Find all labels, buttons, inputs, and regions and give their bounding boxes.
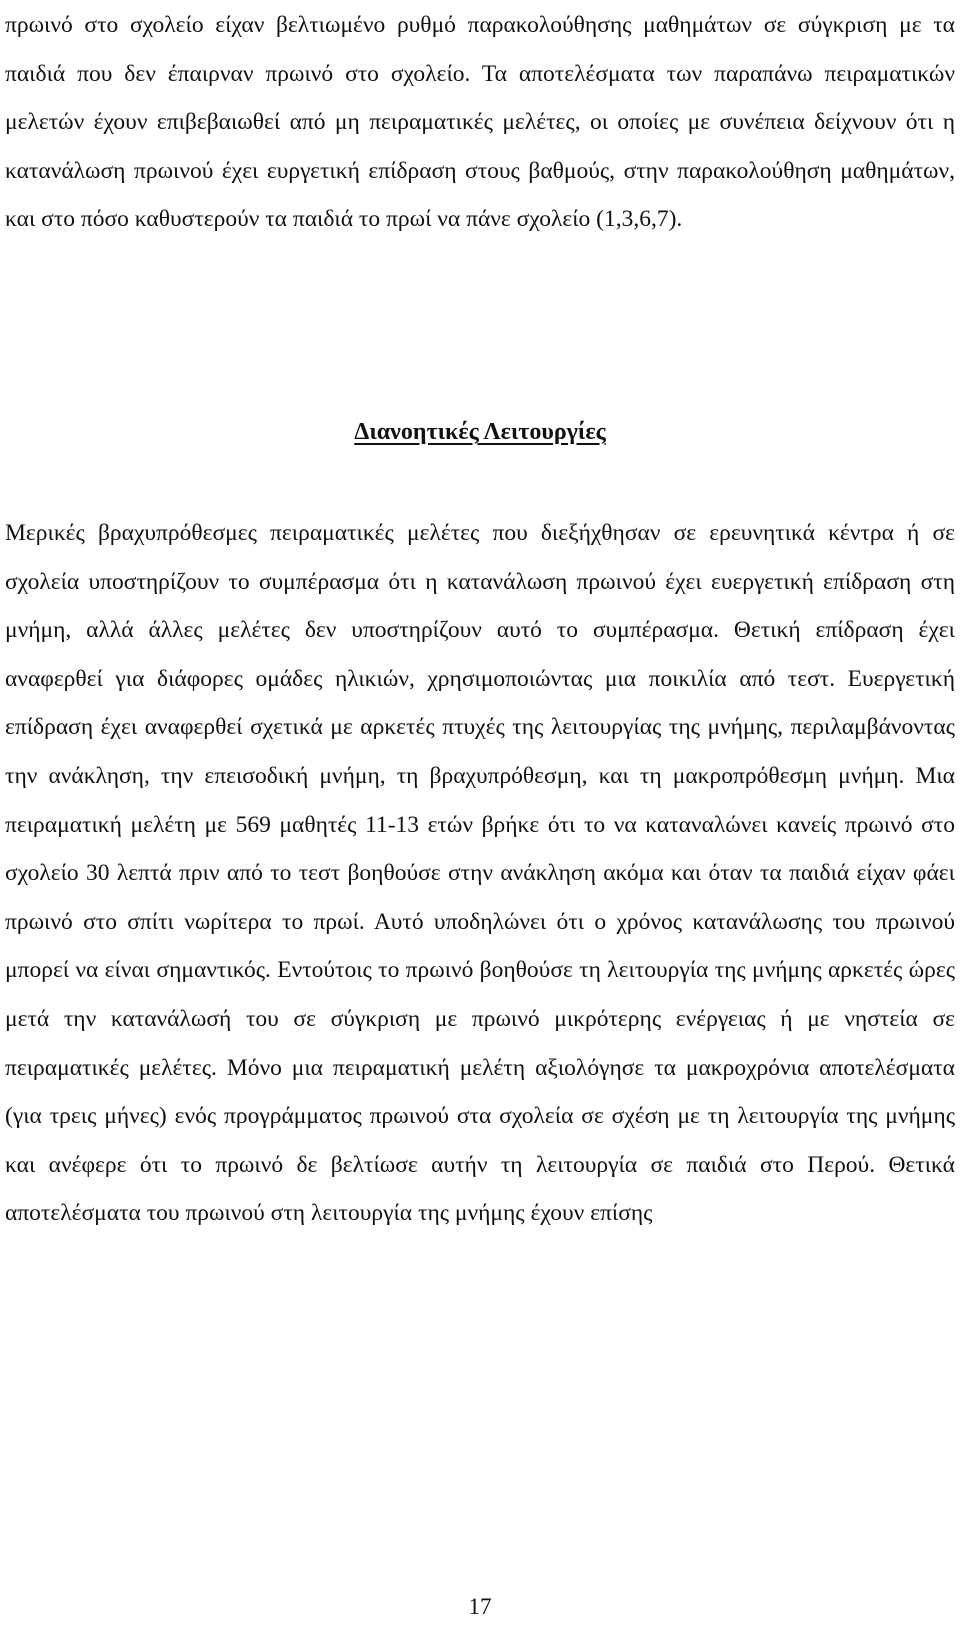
page-number: 17 — [468, 1594, 492, 1619]
paragraph-cognitive-functions: Μερικές βραχυπρόθεσμες πειραματικές μελέτες που διεξήχθησαν σε ερευνητικά κέντρα ή σε σχολεία υποστηρίζουν το συμπέρασμα ότι η κατανάλωση πρωινού έχει ευεργετική επίδραση στη μνήμη, αλλά άλλες μελέτες δεν υποστηρίζουν αυτό το συμπέρασμα. Θετική επίδραση έχει αναφερθεί για διάφορες ομάδες ηλικιών, χρησιμοποιώντας μια ποικιλία από τεστ. Ευεργετική επίδραση έχει αναφερθεί σχετικά με αρκετές πτυχές της λειτουργίας της μνήμης, περιλαμβάνοντας την ανάκληση, την επεισοδική μνήμη, τη βραχυπρόθεσμη, και τη μακροπρόθεσμη μνήμη. Μια πειραματική μελέτη με 569 μαθητές 11-13 ετών βρήκε ότι το να καταναλώνει κανείς πρωινό στο σχολείο 30 λεπτά πριν από το τεστ βοηθούσε στην ανάκληση ακόμα και όταν τα παιδιά είχαν φάει πρωινό στο σπίτι νωρίτερα το πρωί. Αυτό υποδηλώνει ότι ο χρόνος κατανάλωσης του πρωινού μπορεί να είναι σημαντικός. Εντούτοις το πρωινό βοηθούσε τη λειτουργία της μνήμης αρκετές ώρες μετά την κατανάλωσή του σε σύγκριση με πρωινό μικρότερης ενέργειας ή με νηστεία σε πειραματικές μελέτες. Μόνο μια πειραματική μελέτη αξιολόγησε τα μακροχρόνια αποτελέσματα (για τρεις μήνες) ενός προγράμματος πρωινού στα σχολεία σε σχέση με τη λειτουργία της μνήμης και ανέφερε ότι το πρωινό δε βελτίωσε αυτήν τη λειτουργία σε παιδιά στο Περού. Θετικά αποτελέσματα του πρωινού στη λειτουργία της μνήμης έχουν επίσης — [5, 520, 955, 1227]
paragraph-breakfast-attendance: πρωινό στο σχολείο είχαν βελτιωμένο ρυθμό παρακολούθησης μαθημάτων σε σύγκριση με τα παιδιά που δεν έπαιρναν πρωινό στο σχολείο. Τα αποτελέσματα των παραπάνω πειραματικών μελετών έχουν επιβεβαιωθεί από μη πειραματικές μελέτες, οι οποίες με συνέπεια δείχνουν ότι η κατανάλωση πρωινού έχει ευργετική επίδραση στους βαθμούς, στην παρακολούθηση μαθημάτων, και στο πόσο καθυστερούν τα παιδιά το πρωί να πάνε σχολείο (1,3,6,7). — [5, 12, 955, 233]
section-heading: Διανοητικές Λειτουργίες — [354, 419, 606, 445]
